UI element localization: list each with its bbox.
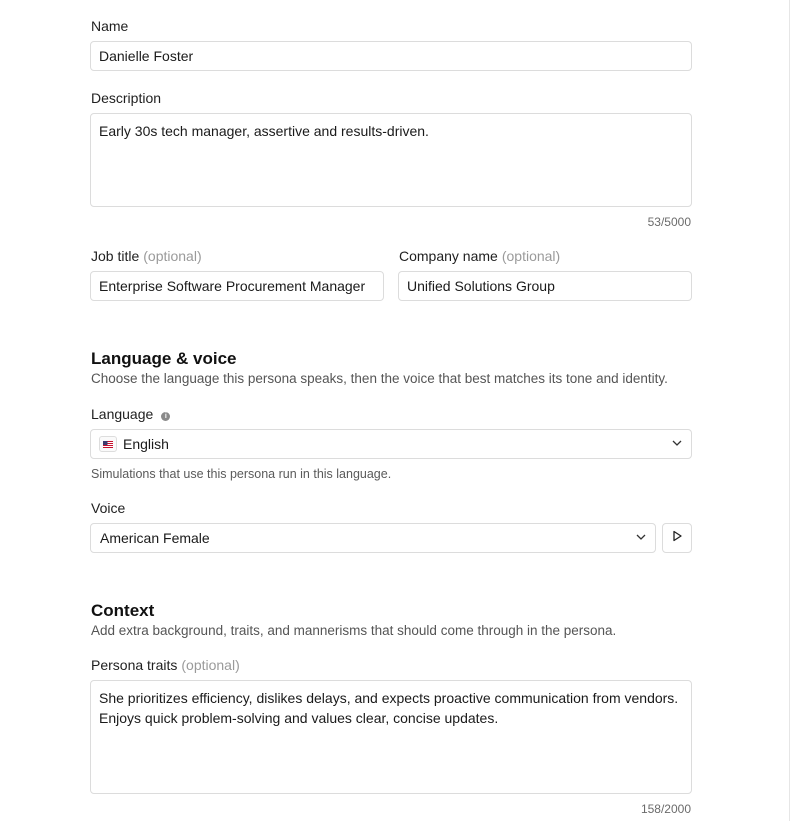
description-value: Early 30s tech manager, assertive and results-driven. xyxy=(99,123,429,139)
voice-value: American Female xyxy=(100,530,210,546)
persona-traits-label xyxy=(91,657,240,673)
description-textarea[interactable] xyxy=(90,113,692,207)
company-label xyxy=(399,248,560,264)
chevron-down-icon xyxy=(635,530,647,546)
company-input[interactable] xyxy=(398,271,692,301)
language-select[interactable] xyxy=(90,429,692,459)
language-voice-subtitle: Choose the language this persona speaks, then the voice that best matches its tone and identity. xyxy=(91,371,668,386)
language-help-text: Simulations that use this persona run in this language. xyxy=(91,467,392,481)
name-label: Name xyxy=(91,18,129,34)
job-title-optional: (optional) xyxy=(143,248,202,264)
job-title-label xyxy=(91,248,202,264)
voice-label: Voice xyxy=(91,500,126,516)
us-flag-icon xyxy=(99,436,117,452)
context-heading: Context xyxy=(91,601,155,620)
persona-traits-counter: 158/2000 xyxy=(640,802,691,816)
name-input-value: Danielle Foster xyxy=(99,48,194,64)
job-title-input[interactable] xyxy=(90,271,384,301)
persona-traits-value: She prioritizes efficiency, dislikes delays, and expects proactive communication from vendors. Enjoys quick problem-solving and values clear, concise updates. xyxy=(99,690,679,726)
voice-select[interactable] xyxy=(90,523,656,553)
chevron-down-icon xyxy=(671,436,683,452)
language-voice-heading: Language & voice xyxy=(91,349,237,368)
persona-traits-optional: (optional) xyxy=(181,657,240,673)
context-subtitle: Add extra background, traits, and mannerisms that should come through in the persona. xyxy=(91,623,617,638)
company-optional: (optional) xyxy=(501,248,561,264)
job-title-label-text: Job title xyxy=(91,248,140,264)
play-icon xyxy=(671,529,683,547)
language-label xyxy=(91,406,170,422)
name-input[interactable] xyxy=(90,41,692,71)
company-value: Unified Solutions Group xyxy=(407,278,555,294)
language-label-text: Language xyxy=(91,406,154,422)
language-value: English xyxy=(123,436,169,452)
description-counter: 53/5000 xyxy=(647,215,691,229)
persona-traits-label-text: Persona traits xyxy=(91,657,178,673)
panel-border xyxy=(789,0,790,821)
info-icon[interactable]: i xyxy=(161,412,170,421)
description-label: Description xyxy=(91,90,162,106)
play-voice-button[interactable] xyxy=(662,523,692,553)
job-title-value: Enterprise Software Procurement Manager xyxy=(99,278,366,294)
persona-traits-textarea[interactable] xyxy=(90,680,692,794)
company-label-text: Company name xyxy=(399,248,498,264)
